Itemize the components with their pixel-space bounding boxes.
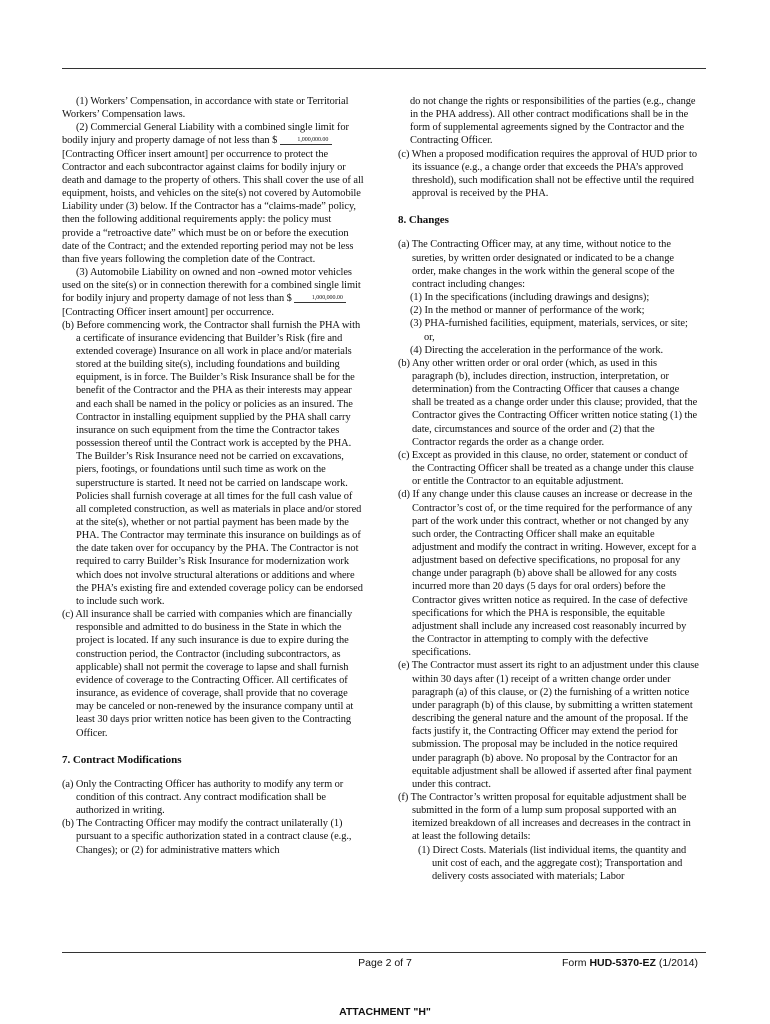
auto-amount-field: 1,000,000.00 [294, 294, 346, 303]
changes-d: (d) If any change under this clause causes an increase or decrease in the Contractor’s cost of, or the time required for the performance of any part of the work under this contract, whether or not changed by any such order, the Contracting Officer shall make an equitable adjustment and modify the contract in writing. However, except for a adjustment based on defective specifications, no proposal for any change under paragraph (b) above shall be allowed for any costs incurred more than 20 days (5 days for oral orders) before the Contractor gives written notice as required. In the case of defective specifications for which the PHA is responsible, the equitable adjustment shall include any increased cost reasonably incurred by the Contractor in attempting to comply with the defective specifications. [398, 489, 697, 659]
builders-risk-paragraph: (b) Before commencing work, the Contractor shall furnish the PHA with a certificate of insurance evidencing that Builder’s Risk (fire and extended coverage) Insurance on all work in place and/or materials stored at the building site(s), including foundations and building equipment, is in force. The Builder’s Risk Insurance shall be for the benefit of the Contractor and the PHA as their interests may appear and each shall be named in the policy or policies as an insured. The Contractor in installing equipment supplied by the PHA shall carry insurance on such equipment from the time the Contractor takes possession thereof until the Contract work is accepted by the PHA. The Builder’s Risk Insurance need not be carried on excavations, piers, footings, or foundations until such time as work on the superstructure is started. It need not be carried on landscape work. Policies shall furnish coverage at all times for the full cash value of all completed construction, as well as materials in place and/or stored at the site(s), whether or not partial payment has been made by the PHA. The Contractor may terminate this insurance on buildings as of the date taken over for occupancy by the PHA. The Contractor is not required to carry Builder’s Risk Insurance for modernization work which does not involve structural alterations or additions and where the PHA’s existing fire and extended coverage policy can be endorsed to include such work. [62, 319, 363, 607]
right-column [398, 95, 700, 883]
page-number: Page 2 of 7 [358, 957, 412, 969]
insurance-carriers-paragraph: (c) All insurance shall be carried with companies which are financially responsible and admitted to do business in the State in which the project is located. If any such insurance is due to expire during the construction period, the Contractor (including subcontractors, as applicable) shall not permit the coverage to lapse and shall furnish evidence of coverage to the Contracting Officer. All certificates of insurance, as evidence of coverage, shall provide that no coverage may be canceled or non-renewed by the insurance company until at least 30 days prior written notice has been given to the Contracting Officer. [62, 609, 354, 739]
form-number: HUD-5370-EZ [589, 957, 656, 969]
modifications-b-continued: do not change the rights or responsibilities of the parties (e.g., change in the PHA address). All other contract modifications shall be in the form of supplemental agreements signed by the Contractor and the Contracting Officer. [410, 96, 696, 147]
changes-a: (a) The Contracting Officer may, at any time, without notice to the sureties, by written order designated or indicated to be a change order, make changes in the work within the general scope of the contract including changes: [398, 239, 675, 290]
section-8-heading: 8. Changes [398, 214, 449, 227]
changes-a-2: (2) In the method or manner of performance of the work; [410, 305, 645, 317]
modifications-c: (c) When a proposed modification requires the approval of HUD prior to its issuance (e.g., a change order that exceeds the PHA’s approved threshold), such modification shall not be effective until the required approval is received by the PHA. [398, 148, 697, 200]
modifications-b: (b) The Contracting Officer may modify the contract unilaterally (1) pursuant to a specific authorization stated in a contract clause (e.g., Changes); or (2) for administrative matters which [62, 818, 352, 856]
footer-rule [62, 952, 706, 953]
header-rule [62, 68, 706, 69]
changes-b: (b) Any other written order or oral order (which, as used in this paragraph (b), includes direction, instruction, interpretation, or determination) from the Contracting Officer that causes a change shall be treated as a change order under this clause; provided, that the Contractor gives the Contracting Officer written notice stating (1) the date, circumstances and source of the order and (2) that the Contractor regards the order as a change order. [398, 357, 698, 448]
auto-liability-paragraph [62, 266, 364, 319]
modifications-a: (a) Only the Contracting Officer has authority to modify any term or condition of this contract. Any contract modification shall be authorized in writing. [62, 778, 344, 817]
attachment-label: ATTACHMENT "H" [339, 1006, 431, 1018]
form-date: (1/2014) [655, 957, 698, 969]
changes-e: (e) The Contractor must assert its right to an adjustment under this clause within 30 days after (1) receipt of a written change order under paragraph (a) of this clause, or (2) the furnishing of a written notice under paragraph (b) of this clause, by submitting a written statement describing the general nature and the amount of the proposal. If the facts justify it, the Contracting Officer may extend the period for submission. The proposal may be included in the notice required under paragraph (b) above. No proposal by the Contractor for an equitable adjustment shall be allowed if asserted after final payment under this contract. [398, 660, 699, 790]
form-identifier [562, 957, 698, 969]
liability-amount-field: 1,000,000.00 [280, 136, 332, 145]
form-prefix: Form [562, 957, 590, 969]
auto-liability-text-cont: [Contracting Officer insert amount] per occurrence. [62, 306, 274, 318]
auto-liability-text: (3) Automobile Liability on owned and non -owned motor vehicles used on the site(s) or in connection therewith for a combined single limit for bodily injury and property damage of not less than $ [62, 267, 361, 305]
changes-c: (c) Except as provided in this clause, no order, statement or conduct of the Contracting Officer shall be treated as a change under this clause or entitle the Contractor to an equitable adjustment. [398, 449, 694, 488]
changes-f: (f) The Contractor’s written proposal for equitable adjustment shall be submitted in the form of a lump sum proposal supported with an itemized breakdown of all increases and decreases in the contract in at least the following details: [398, 791, 691, 843]
changes-a-3: (3) PHA-furnished facilities, equipment, materials, services, or site; or, [410, 318, 688, 343]
general-liability-paragraph [62, 121, 364, 266]
changes-a-4: (4) Directing the acceleration in the performance of the work. [410, 344, 664, 356]
general-liability-text: (2) Commercial General Liability with a combined single limit for bodily injury and property damage of not less than $ [62, 122, 349, 147]
general-liability-text-cont: [Contracting Officer insert amount] per occurrence to protect the Contractor and each subcontractor against claims for bodily injury or death and damage to the property of others. This shall cover the use of all equipment, hoists, and vehicles on the site(s) not covered by Automobile Liability under (3) below. If the Contractor has a “claims-made” policy, then the following additional requirements apply: the policy must provide a “retroactive date” which must be on or before the execution date of the Contract; and the extended reporting period may not be less than five years following the completion date of the Contract. [62, 148, 364, 265]
workers-comp-paragraph: (1) Workers’ Compensation, in accordance with state or Territorial Workers’ Compensation laws. [62, 96, 349, 121]
changes-a-1: (1) In the specifications (including drawings and designs); [410, 292, 650, 304]
changes-f-1: (1) Direct Costs. Materials (list individual items, the quantity and unit cost of each, and the aggregate cost); Transportation and delivery costs associated with materials; Labor [418, 844, 687, 882]
left-column [62, 95, 364, 857]
section-7-heading: 7. Contract Modifications [62, 753, 182, 766]
